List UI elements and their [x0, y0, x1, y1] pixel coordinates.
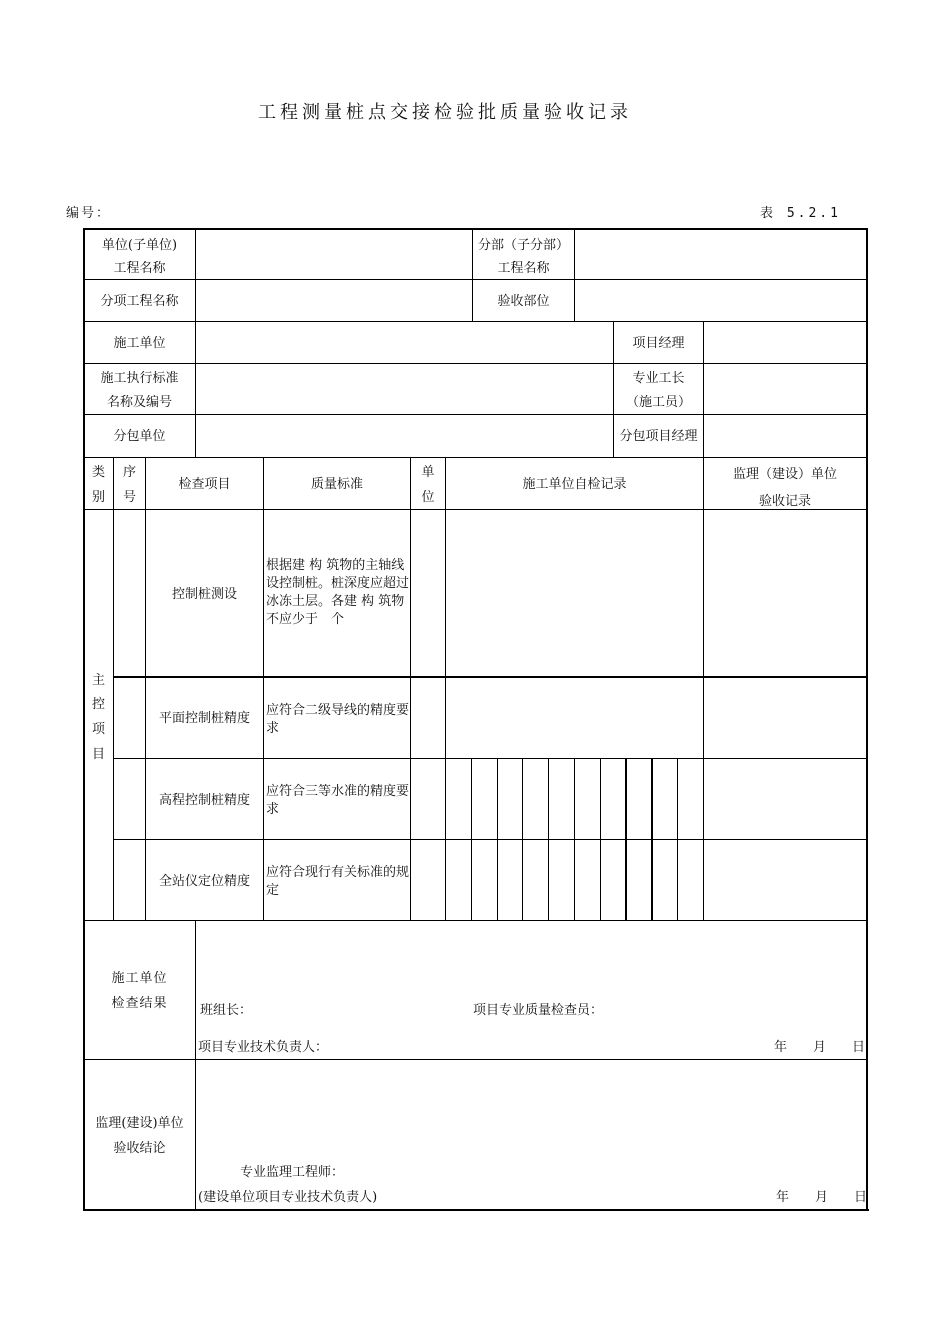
contractor-field[interactable] [196, 322, 613, 363]
category-header-2: 别 [91, 490, 105, 505]
unit-header-1: 单 [421, 465, 435, 480]
main-control-label-char: 目 [91, 747, 105, 762]
foreman-field[interactable] [704, 364, 866, 414]
check-item-total-station-accuracy: 全站仪定位精度 [158, 874, 250, 889]
supervision-record-header-2: 验收记录 [758, 494, 811, 509]
supervision-record-cell[interactable] [704, 510, 866, 676]
table-number: 表 5.2.1 [760, 206, 841, 221]
self-check-cell[interactable] [446, 510, 703, 676]
supervision-record-cell[interactable] [704, 678, 866, 758]
check-item-control-pile: 控制桩测设 [171, 587, 237, 602]
subcontractor-label: 分包单位 [113, 429, 166, 444]
item-project-name-label: 分项工程名称 [100, 294, 179, 309]
unit-header-2: 位 [421, 490, 435, 505]
main-control-label-char: 项 [91, 722, 105, 737]
tech-leader-signature-label: 项目专业技术负责人： [198, 1040, 329, 1055]
quality-standard-header: 质量标准 [310, 477, 363, 492]
sub-project-manager-field[interactable] [704, 415, 866, 457]
standard-control-pile: 根据建 构 筑物的主轴线设控制桩。桩深度应超过冰冻土层。各建 构 筑物不应少于 个 [266, 558, 410, 627]
supervision-conclusion-label-2: 验收结论 [113, 1141, 166, 1156]
team-leader-signature-label: 班组长： [200, 1003, 253, 1018]
main-control-label-char: 主 [91, 673, 105, 688]
project-manager-field[interactable] [704, 322, 866, 363]
self-check-cell[interactable] [446, 678, 703, 758]
unit-project-name-label-1: 单位(子单位) [101, 238, 178, 253]
check-item-header: 检查项目 [178, 477, 231, 492]
check-item-elevation-control-accuracy: 高程控制桩精度 [158, 793, 250, 808]
standard-name-field[interactable] [196, 364, 613, 414]
standard-name-label-2: 名称及编号 [106, 395, 172, 410]
sub-project-manager-label: 分包项目经理 [619, 429, 698, 444]
category-header-1: 类 [91, 465, 105, 480]
acceptance-part-field[interactable] [575, 280, 866, 321]
seq-header-1: 序 [122, 465, 136, 480]
owner-tech-leader-signature-label: (建设单位项目专业技术负责人) [198, 1190, 378, 1205]
project-manager-label: 项目经理 [632, 336, 685, 351]
standard-plane-control-accuracy: 应符合二级导线的精度要求 [266, 703, 410, 736]
page-title: 工程测量桩点交接检验批质量验收记录 [258, 102, 632, 123]
foreman-label-1: 专业工长 [632, 371, 685, 386]
standard-name-label-1: 施工执行标准 [100, 371, 179, 386]
contractor-result-label-2: 检查结果 [111, 996, 168, 1011]
standard-total-station-accuracy: 应符合现行有关标准的规定 [266, 865, 410, 898]
document-number-label: 编号： [66, 206, 112, 221]
contractor-result-label-1: 施工单位 [111, 971, 168, 986]
supervision-conclusion-label-1: 监理(建设)单位 [95, 1116, 184, 1131]
quality-inspector-signature-label: 项目专业质量检查员： [473, 1003, 604, 1018]
supervision-engineer-signature-label: 专业监理工程师： [240, 1165, 345, 1180]
contractor-label: 施工单位 [113, 336, 166, 351]
supervision-record-cell[interactable] [704, 840, 866, 920]
standard-elevation-control-accuracy: 应符合三等水准的精度要求 [266, 784, 410, 817]
foreman-label-2: （施工员） [625, 395, 691, 410]
seq-header-2: 号 [122, 490, 136, 505]
item-project-name-field[interactable] [196, 280, 472, 321]
subcontractor-field[interactable] [196, 415, 613, 457]
self-check-record-header: 施工单位自检记录 [522, 477, 627, 492]
sub-project-name-field[interactable] [575, 229, 866, 279]
main-control-label-char: 控 [91, 697, 105, 712]
unit-project-name-label-2: 工程名称 [113, 261, 166, 276]
supervision-record-cell[interactable] [704, 759, 866, 839]
unit-project-name-field[interactable] [196, 229, 472, 279]
supervision-date-label: 年 月 日 [776, 1190, 868, 1205]
acceptance-part-label: 验收部位 [497, 294, 550, 309]
sub-project-name-label-1: 分部（子分部） [477, 238, 569, 253]
contractor-date-label: 年 月 日 [774, 1040, 866, 1055]
sub-project-name-label-2: 工程名称 [497, 261, 550, 276]
supervision-record-header-1: 监理（建设）单位 [732, 467, 837, 482]
check-item-plane-control-accuracy: 平面控制桩精度 [158, 711, 250, 726]
